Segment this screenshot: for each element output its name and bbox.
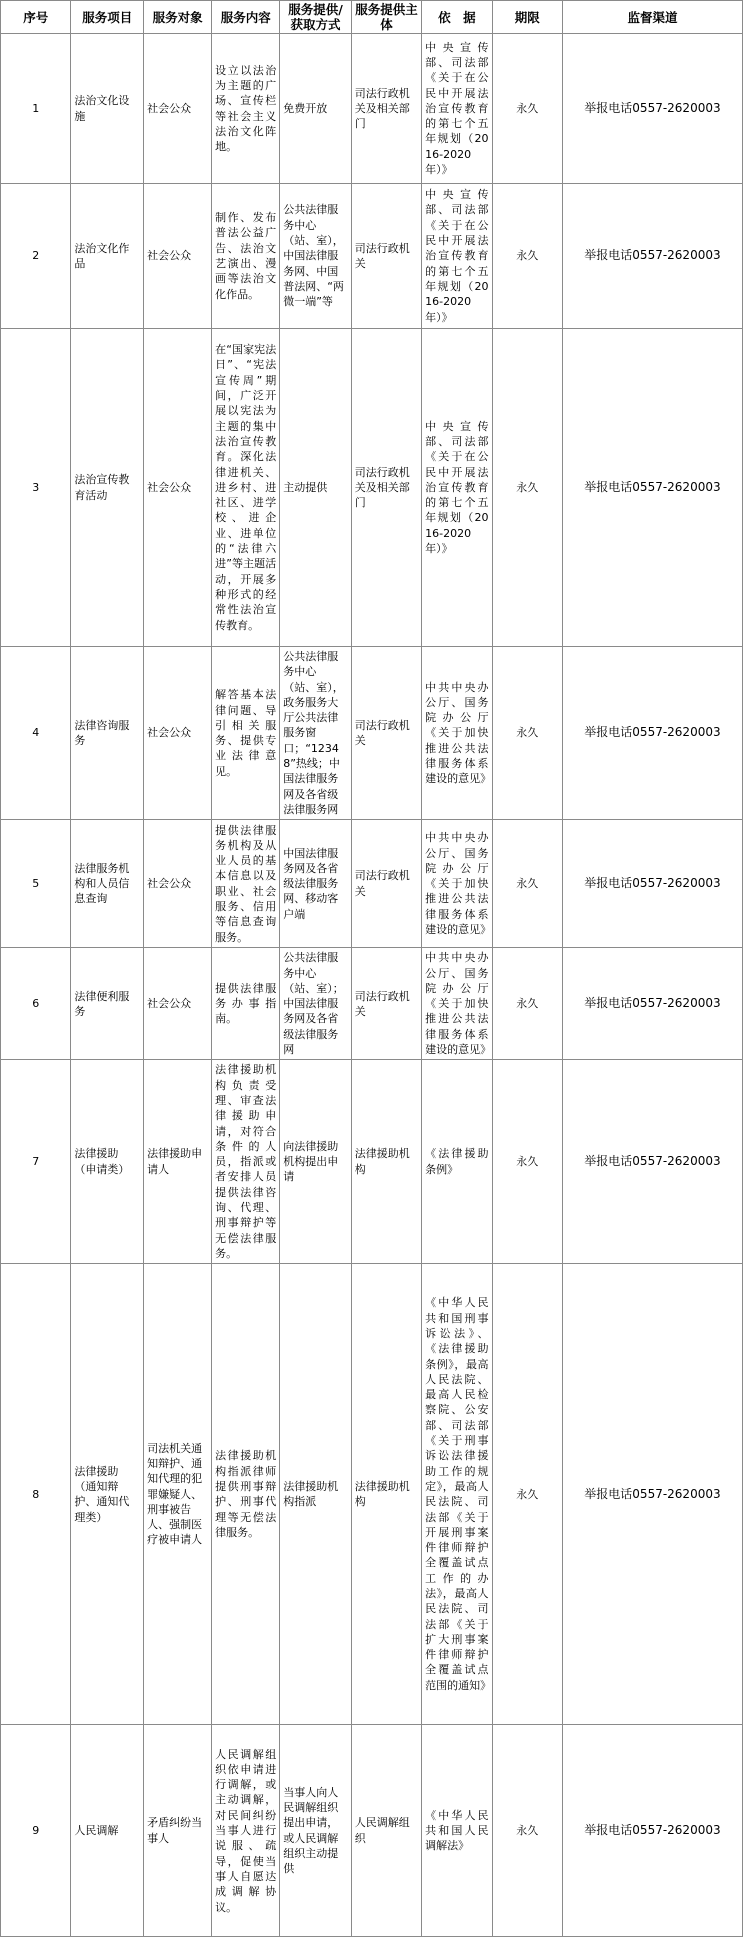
cell-basis: 《中华人民共和国刑事诉讼法》、《法律援助条例》，最高人民法院、最高人民检察院、公安部、司法部《关于刑事诉讼法律援助工作的规定》，最高人民法院、司法部《关于开展刑事案件律师辩护全覆盖试点工作的办法》，最高人民法院、司法部《关于扩大刑事案件律师辩护全覆盖试点范围的通知》: [422, 1264, 492, 1725]
cell-term: 永久: [492, 948, 562, 1060]
table-row: [1, 647, 743, 820]
cell-content: 解答基本法律问题、导引相关服务、提供专业法律意见。: [212, 647, 280, 820]
cell-term: 永久: [492, 34, 562, 184]
cell-content: 提供法律服务办事指南。: [212, 948, 280, 1060]
cell-basis: 中央宣传部、司法部《关于在公民中开展法治宣传教育的第七个五年规划（2016-2020年）》: [422, 34, 492, 184]
header-supervision: 监督渠道: [562, 1, 742, 34]
cell-method: 公共法律服务中心（站、室）；中国法律服务网及各省级法律服务网: [280, 948, 352, 1060]
cell-term: 永久: [492, 1725, 562, 1937]
cell-supervision: 举报电话0557-2620003: [562, 184, 742, 329]
cell-content: 人民调解组织依申请进行调解，或主动调解，对民间纠纷当事人进行说服、疏导，促使当事人自愿达成调解协议。: [212, 1725, 280, 1937]
cell-subject: 司法行政机关: [351, 184, 421, 329]
table-row: [1, 329, 743, 647]
cell-content: 法律援助机构指派律师提供刑事辩护、刑事代理等无偿法律服务。: [212, 1264, 280, 1725]
cell-term: 永久: [492, 1060, 562, 1264]
cell-method: 当事人向人民调解组织提出申请，或人民调解组织主动提供: [280, 1725, 352, 1937]
cell-subject: 人民调解组织: [351, 1725, 421, 1937]
cell-content: 制作、发布普法公益广告、法治文艺演出、漫画等法治文化作品。: [212, 184, 280, 329]
cell-term: 永久: [492, 647, 562, 820]
cell-supervision: 举报电话0557-2620003: [562, 948, 742, 1060]
cell-object: 矛盾纠纷当事人: [144, 1725, 212, 1937]
cell-term: 永久: [492, 1264, 562, 1725]
table-row: [1, 1060, 743, 1264]
cell-method: 公共法律服务中心（站、室），政务服务大厅公共法律服务窗口；“12348”热线；中国法律服务网及各省级法律服务网: [280, 647, 352, 820]
table-row: [1, 948, 743, 1060]
cell-no: 1: [1, 34, 71, 184]
cell-method: 法律援助机构指派: [280, 1264, 352, 1725]
cell-method: 主动提供: [280, 329, 352, 647]
cell-supervision: 举报电话0557-2620003: [562, 1264, 742, 1725]
cell-object: 社会公众: [144, 820, 212, 948]
cell-content: 提供法律服务机构及从业人员的基本信息以及职业、社会服务、信用等信息查询服务。: [212, 820, 280, 948]
cell-no: 5: [1, 820, 71, 948]
cell-item: 法律咨询服务: [71, 647, 144, 820]
table-row: [1, 1725, 743, 1937]
cell-no: 3: [1, 329, 71, 647]
cell-term: 永久: [492, 184, 562, 329]
table-row: [1, 820, 743, 948]
cell-subject: 法律援助机构: [351, 1060, 421, 1264]
cell-no: 2: [1, 184, 71, 329]
cell-item: 法治宣传教育活动: [71, 329, 144, 647]
cell-method: 向法律援助机构提出申请: [280, 1060, 352, 1264]
cell-object: 社会公众: [144, 184, 212, 329]
header-row: [1, 1, 743, 34]
cell-supervision: 举报电话0557-2620003: [562, 34, 742, 184]
cell-object: 社会公众: [144, 34, 212, 184]
cell-no: 7: [1, 1060, 71, 1264]
cell-object: 社会公众: [144, 329, 212, 647]
cell-item: 人民调解: [71, 1725, 144, 1937]
header-basis: 依 据: [422, 1, 492, 34]
table-row: [1, 34, 743, 184]
cell-subject: 司法行政机关: [351, 647, 421, 820]
cell-item: 法治文化设施: [71, 34, 144, 184]
header-content: 服务内容: [212, 1, 280, 34]
table-row: [1, 184, 743, 329]
header-object: 服务对象: [144, 1, 212, 34]
cell-supervision: 举报电话0557-2620003: [562, 1725, 742, 1937]
cell-basis: 《法律援助条例》: [422, 1060, 492, 1264]
header-subject: 服务提供主体: [351, 1, 421, 34]
cell-subject: 司法行政机关: [351, 948, 421, 1060]
header-term: 期限: [492, 1, 562, 34]
cell-method: 免费开放: [280, 34, 352, 184]
header-no: 序号: [1, 1, 71, 34]
cell-supervision: 举报电话0557-2620003: [562, 647, 742, 820]
cell-subject: 司法行政机关及相关部门: [351, 34, 421, 184]
cell-basis: 中共中央办公厅、国务院办公厅《关于加快推进公共法律服务体系建设的意见》: [422, 948, 492, 1060]
cell-object: 社会公众: [144, 647, 212, 820]
cell-content: 法律援助机构负责受理、审查法律援助申请，对符合条件的人员，指派或者安排人员提供法律咨询、代理、刑事辩护等无偿法律服务。: [212, 1060, 280, 1264]
cell-no: 6: [1, 948, 71, 1060]
cell-no: 4: [1, 647, 71, 820]
cell-no: 8: [1, 1264, 71, 1725]
cell-basis: 中共中央办公厅、国务院办公厅《关于加快推进公共法律服务体系建设的意见》: [422, 647, 492, 820]
cell-object: 司法机关通知辩护、通知代理的犯罪嫌疑人、刑事被告人、强制医疗被申请人: [144, 1264, 212, 1725]
cell-term: 永久: [492, 329, 562, 647]
cell-basis: 《中华人民共和国人民调解法》: [422, 1725, 492, 1937]
cell-term: 永久: [492, 820, 562, 948]
cell-item: 法律服务机构和人员信息查询: [71, 820, 144, 948]
cell-supervision: 举报电话0557-2620003: [562, 820, 742, 948]
cell-subject: 司法行政机关: [351, 820, 421, 948]
cell-item: 法律便利服务: [71, 948, 144, 1060]
cell-item: 法律援助（通知辩护、通知代理类）: [71, 1264, 144, 1725]
header-item: 服务项目: [71, 1, 144, 34]
cell-item: 法律援助（申请类）: [71, 1060, 144, 1264]
cell-supervision: 举报电话0557-2620003: [562, 1060, 742, 1264]
table-row: [1, 1264, 743, 1725]
cell-item: 法治文化作品: [71, 184, 144, 329]
cell-content: 设立以法治为主题的广场、宣传栏等社会主义法治文化阵地。: [212, 34, 280, 184]
cell-content: 在“国家宪法日”、“宪法宣传周”期间，广泛开展以宪法为主题的集中法治宣传教育。深化法律进机关、进乡村、进社区、进学校、进企业、进单位的“法律六进”等主题活动，开展多种形式的经常性法治宣传教育。: [212, 329, 280, 647]
cell-supervision: 举报电话0557-2620003: [562, 329, 742, 647]
cell-no: 9: [1, 1725, 71, 1937]
cell-basis: 中央宣传部、司法部《关于在公民中开展法治宣传教育的第七个五年规划（2016-2020年）》: [422, 184, 492, 329]
cell-subject: 法律援助机构: [351, 1264, 421, 1725]
cell-method: 公共法律服务中心（站、室），中国法律服务网、中国普法网、“两微一端”等: [280, 184, 352, 329]
cell-object: 社会公众: [144, 948, 212, 1060]
cell-object: 法律援助申请人: [144, 1060, 212, 1264]
cell-method: 中国法律服务网及各省级法律服务网、移动客户端: [280, 820, 352, 948]
cell-subject: 司法行政机关及相关部门: [351, 329, 421, 647]
header-method: 服务提供/获取方式: [280, 1, 352, 34]
cell-basis: 中共中央办公厅、国务院办公厅《关于加快推进公共法律服务体系建设的意见》: [422, 820, 492, 948]
cell-basis: 中央宣传部、司法部《关于在公民中开展法治宣传教育的第七个五年规划（2016-2020年）》: [422, 329, 492, 647]
